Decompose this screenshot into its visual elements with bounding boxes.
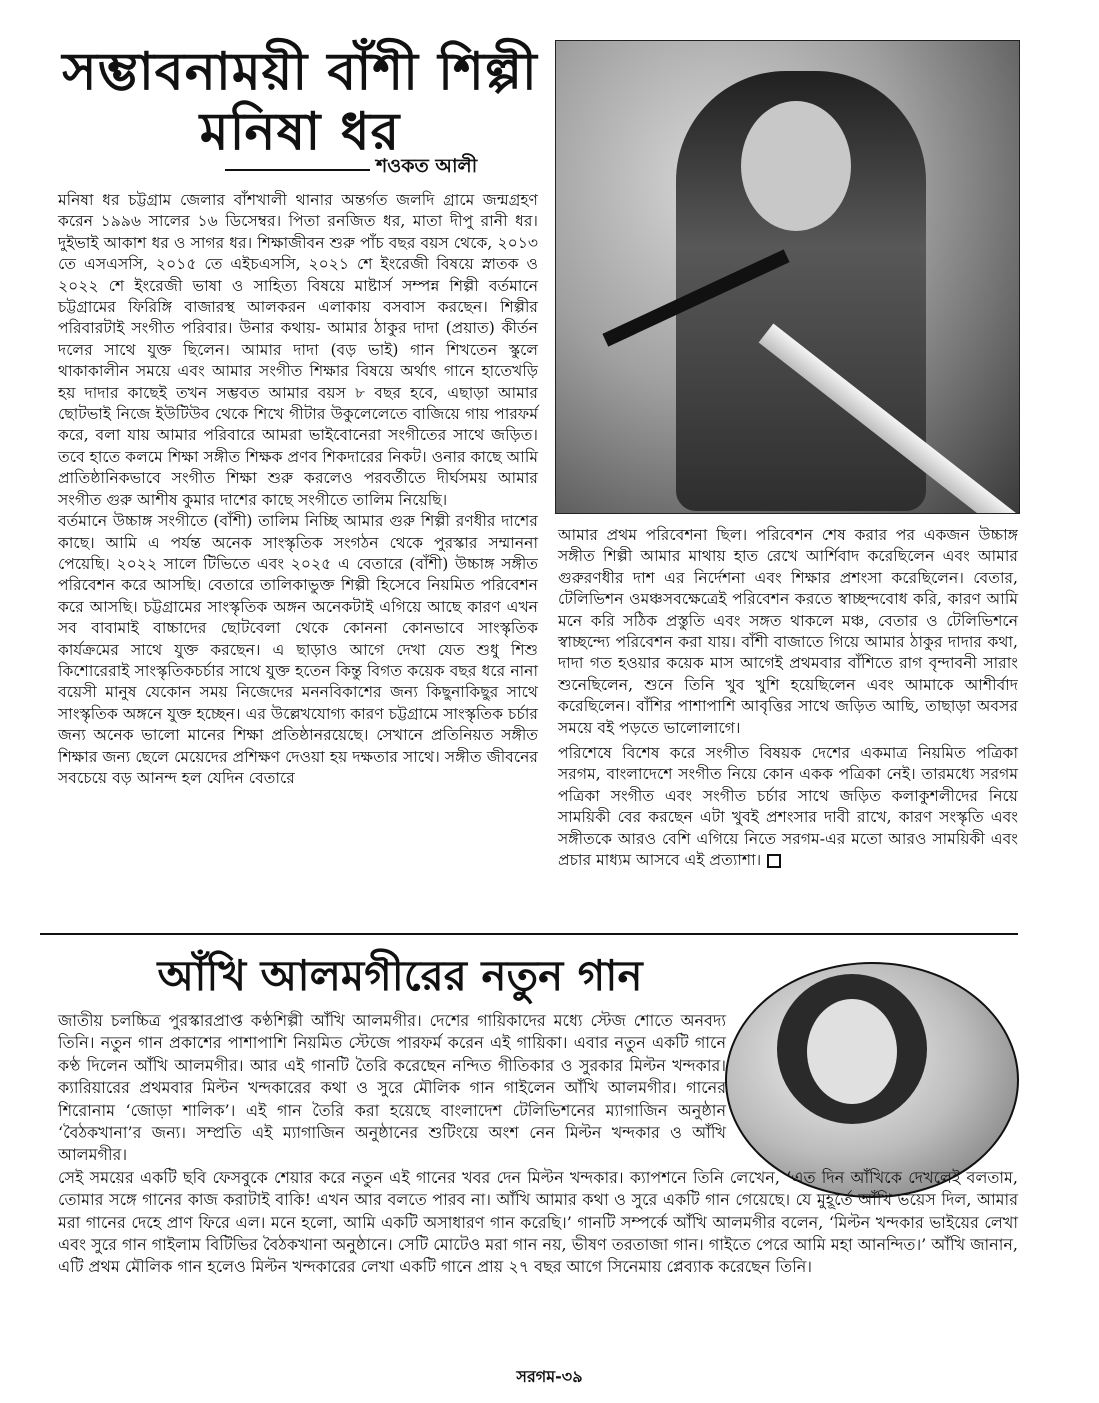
article1-title-line1: সম্ভাবনাময়ী বাঁশী শিল্পী bbox=[62, 42, 538, 102]
article2-title: আঁখি আলমগীরের নতুন গান bbox=[157, 951, 643, 1000]
article1-headline bbox=[40, 42, 560, 162]
section-divider bbox=[40, 933, 1018, 935]
article1-title-line2: মনিষা ধর bbox=[199, 102, 401, 162]
article1-byline: শওকত আলী bbox=[376, 155, 478, 177]
page-footer: সরগম-৩৯ bbox=[516, 1367, 583, 1386]
article1-paragraph-1: মনিষা ধর চট্টগ্রাম জেলার বাঁশখালী থানার অন্তর্গত জলদি গ্রামে জন্মগ্রহণ করেন ১৯৯৬ সালের ১৬ ডিসেম্বর। পিতা রনজিত ধর, মাতা দীপু রানী ধর। দুইভাই আকাশ ধর ও সাগর ধর। শিক্ষাজীবন শুরু পাঁচ বছর বয়স থেকে, ২০১৩ তে এসএসসি, ২০১৫ তে এইচএসসি, ২০২১ শে ইংরেজী বিষয়ে স্নাতক ও ২০২২ শে ইংরেজী ভাষা ও সাহিত্য বিষয়ে মাষ্টার্স সম্পন্ন শিল্পী বর্তমানে চট্টগ্রামের ফিরিঙ্গি বাজারস্থ আলকরন এলাকায় বসবাস করছেন। শিল্পীর পরিবারটাই সংগীত পরিবার। উনার কথায়- আমার ঠাকুর দাদা (প্রয়াত) কীর্তন দলের সাথে যুক্ত ছিলেন। আমার দাদা (বড় ভাই) গান শিখতেন স্কুলে থাকাকালীন সময়ে এবং আমার সংগীত শিক্ষার বিষয়ে অর্থাৎ গানে হাতেখড়ি হয় দাদার কাছেই তখন সম্ভবত আমার বয়স ৮ বছর হবে, এছাড়া আমার ছোটভাই নিজে ইউটিউব থেকে শিখে গীটার উকুলেলেতে বাজিয়ে গায় পারফর্ম করে, বলা যায় আমার পরিবারে আমরা ভাইবোনেরা সংগীতের সাথে জড়িত। তবে হাতে কলমে শিক্ষা সঙ্গীত শিক্ষক প্রণব শিকদারের নিকট। ওনার কাছে আমি প্রাতিষ্ঠানিকভাবে সংগীত শিক্ষা শুরু করলেও পরবর্তীতে দীর্ঘসময় আমার সংগীত গুরু আশীষ কুমার দাশের কাছে সংগীতে তালিম নিয়েছি। bbox=[58, 191, 538, 509]
article2-body bbox=[58, 1010, 1018, 1279]
article2-paragraph-wide: সেই সময়ের একটি ছবি ফেসবুকে শেয়ার করে নতুন এই গানের খবর দেন মিল্টন খন্দকার। ক্যাপশনে তিনি লেখেন, ‘এত দিন আঁখিকে দেখলেই বলতাম, তোমার সঙ্গে গানের কাজ করাটাই বাকি! এখন আর বলতে পারব না। আঁখি আমার কথা ও সুরে একটি গান গেয়েছে। যে মুহূর্তে আঁখি ভয়েস দিল, আমার মরা গানের দেহে প্রাণ ফিরে এল। মনে হলো, আমি একটি অসাধারণ গান করেছি।’ গানটি সম্পর্কে আঁখি আলমগীর বলেন, ‘মিল্টন খন্দকার ভাইয়ের লেখা এবং সুরে গান গাইলাম বিটিভির বৈঠকখানা অনুষ্ঠানে। সেটি মোটেও মরা গান নয়, ভীষণ তরতাজা গান। গাইতে পেরে আমি মহা আনন্দিত।’ আঁখি জানান, এটি প্রথম মৌলিক গান হলেও মিল্টন খন্দকারের লেখা একটি গানে প্রায় ২৭ বছর আগে সিনেমায় প্লেব্যাক করেছেন তিনি। bbox=[58, 1167, 1018, 1277]
end-mark-icon bbox=[767, 854, 781, 868]
article2-paragraph-narrow: জাতীয় চলচ্চিত্র পুরস্কারপ্রাপ্ত কণ্ঠশিল্পী আঁখি আলমগীর। দেশের গায়িকাদের মধ্যে স্টেজ শোতে অনবদ্য তিনি। নতুন গান প্রকাশের পাশাপাশি নিয়মিত স্টেজে পারফর্ম করেন এই গায়িকা। এবার নতুন একটি গানে কণ্ঠ দিলেন আঁখি আলমগীর। আর এই গানটি তৈরি করেছেন নন্দিত গীতিকার ও সুরকার মিল্টন খন্দকার। ক্যারিয়ারের প্রথমবার মিল্টন খন্দকারের কথা ও সুরে মৌলিক গান গাইলেন আঁখি আলমগীর। গানের শিরোনাম ‘জোড়া শালিক’। এই গান তৈরি করা হয়েছে বাংলাদেশ টেলিভিশনের ম্যাগাজিন অনুষ্ঠান ‘বৈঠকখানা’র জন্য। সম্প্রতি এই ম্যাগাজিন অনুষ্ঠানের শুটিংয়ে অংশ নেন মিল্টন খন্দকার ও আঁখি আলমগীর। bbox=[58, 1011, 726, 1165]
article1-column-left bbox=[58, 190, 538, 789]
article1-paragraph-3: আমার প্রথম পরিবেশনা ছিল। পরিবেশন শেষ করার পর একজন উচ্চাঙ্গ সঙ্গীত শিল্পী আমার মাথায় হাত রেখে আর্শিবাদ করেছিলেন এবং আমার গুরুরণধীর দাশ এর নির্দেশনা এবং শিক্ষার প্রশংসা করেছিলেন। বেতার, টেলিভিশন ওমঞ্চসবক্ষেত্রেই পরিবেশন করতে স্বাচ্ছন্দবোধ করি, কারণ আমি মনে করি সঠিক প্রস্তুতি এবং সঙ্গত থাকলে মঞ্চ, বেতার ও টেলিভিশনে স্বাচ্ছন্দ্যে পরিবেশন করা যায়। বাঁশী বাজাতে গিয়ে আমার ঠাকুর দাদার কথা, দাদা গত হওয়ার কয়েক মাস আগেই প্রথমবার বাঁশিতে রাগ বৃন্দাবনী সারাং শুনেছিলেন, শুনে তিনি খুব খুশি হয়েছিলেন এবং আমাকে আশীর্বাদ করেছিলেন। বাঁশির পাশাপাশি আবৃত্তির সাথে জড়িত আছি, তাছাড়া অবসর সময়ে বই পড়তে ভালোলাগে। bbox=[558, 526, 1018, 737]
article1-paragraph-4-text: পরিশেষে বিশেষ করে সংগীত বিষয়ক দেশের একমাত্র নিয়মিত পত্রিকা সরগম, বাংলাদেশে সংগীত নিয়ে কোন একক পত্রিকা নেই। তারমধ্যে সরগম পত্রিকা সংগীত এবং সংগীত চর্চার সাথে জড়িত কলাকুশলীদের নিয়ে সাময়িকী বের করছেন এটা খুবই প্রশংসার দাবী রাখে, কারণ সংস্কৃতি এবং সঙ্গীতকে আরও বেশি এগিয়ে নিতে সরগম-এর মতো আরও সাময়িকী এবং প্রচার মাধ্যম আসবে এই প্রত্যাশা। bbox=[558, 744, 1018, 870]
article1-paragraph-4 bbox=[558, 743, 1018, 871]
article1-paragraph-2: বর্তমানে উচ্চাঙ্গ সংগীতে (বাঁশী) তালিম নিচ্ছি আমার গুরু শিল্পী রণধীর দাশের কাছে। আমি এ পর্যন্ত অনেক সাংস্কৃতিক সংগঠন থেকে পুরস্কার সম্মাননা পেয়েছি। ২০২২ সালে টিভিতে এবং ২০২৫ এ বেতারে (বাঁশী) উচ্চাঙ্গ সঙ্গীত পরিবেশন করে আসছি। বেতারে তালিকাভুক্ত শিল্পী হিসেবে নিয়মিত পরিবেশন করে আসছি। চট্টগ্রামের সাংস্কৃতিক অঙ্গন অনেকটাই এগিয়ে আছে কারণ এখন সব বাবামাই বাচ্চাদের ছোটবেলা থেকে কোননা কোনভাবে সাংস্কৃতিক কার্যক্রমের সাথে যুক্ত করছেন। এ ছাড়াও আগে দেখা যেত শুধু শিশু কিশোরেরাই সাংস্কৃতিকচর্চার সাথে যুক্ত হতেন কিন্তু বিগত কয়েক বছর ধরে নানা বয়েসী মানুষ যেকোন সময় নিজেদের মননবিকাশের জন্য কিছুনাকিছুর সাথে সাংস্কৃতিক অঙ্গনে যুক্ত হচ্ছেন। এর উল্লেখযোগ্য কারণ চট্টগ্রামে সাংস্কৃতিক চর্চার জন্য অনেক ভালো মানের শিক্ষা প্রতিষ্ঠানরয়েছে। সেখানে প্রতিনিয়ত সঙ্গীত শিক্ষার জন্য ছেলে মেয়েদের প্রশিক্ষণ দেওয়া হয় দক্ষতার সাথে। সঙ্গীত জীবনের সবচেয়ে বড় আনন্দ হল যেদিন বেতারে bbox=[58, 512, 538, 787]
byline-rule bbox=[225, 169, 370, 171]
article1-column-right bbox=[558, 525, 1018, 872]
singer-photo bbox=[725, 962, 1019, 1198]
photo-face-shape bbox=[807, 999, 897, 1104]
flutist-photo bbox=[555, 40, 1020, 514]
photo-face-shape bbox=[741, 101, 851, 231]
